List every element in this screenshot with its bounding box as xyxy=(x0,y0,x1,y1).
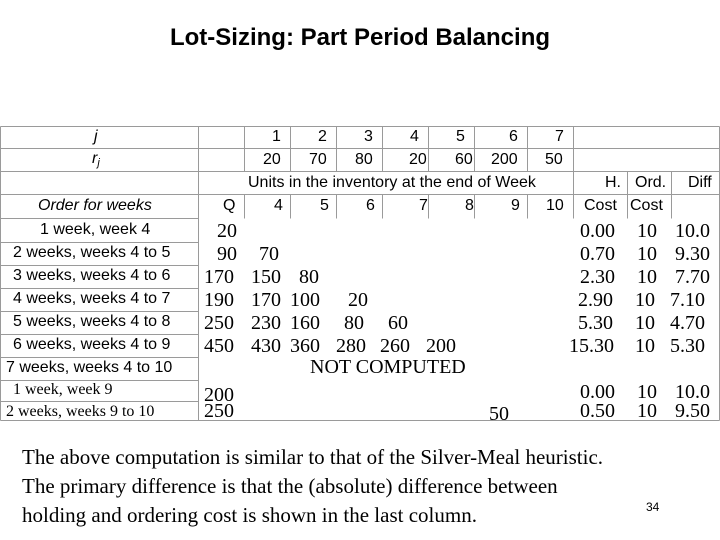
row-5-diff: 4.70 xyxy=(670,312,705,334)
diff-label: Diff xyxy=(688,174,712,191)
row-5-inv-wk6: 80 xyxy=(344,312,364,334)
row-5-label: 5 weeks, weeks 4 to 8 xyxy=(13,313,171,330)
demand-5: 60 xyxy=(455,151,473,168)
demand-3: 80 xyxy=(355,151,373,168)
demand-2: 70 xyxy=(309,151,327,168)
row-9-diff: 9.50 xyxy=(675,400,710,422)
period-7: 7 xyxy=(555,128,564,145)
row-8-label: 1 week, week 9 xyxy=(13,381,113,398)
row-1-ocost: 10 xyxy=(637,220,657,242)
week-7: 7 xyxy=(419,197,428,214)
h-cost-label: H. xyxy=(605,174,621,191)
not-computed-note: NOT COMPUTED xyxy=(310,356,466,378)
period-1: 1 xyxy=(272,128,281,145)
description-line: holding and ordering cost is shown in the last column. xyxy=(22,503,477,527)
row-6-ocost: 10 xyxy=(635,335,655,357)
row-2-diff: 9.30 xyxy=(675,243,710,265)
row-9-q: 250 xyxy=(204,400,234,422)
week-6: 6 xyxy=(366,197,375,214)
description-line: The primary difference is that the (absolute) difference between xyxy=(22,474,558,498)
row-4-inv-wk4: 170 xyxy=(251,289,281,311)
row-1-q: 20 xyxy=(217,220,237,242)
demand-7: 50 xyxy=(545,151,563,168)
row-4-diff: 7.10 xyxy=(670,289,705,311)
ord-cost-label: Ord. xyxy=(635,174,667,191)
row-1-diff: 10.0 xyxy=(675,220,710,242)
row-2-q: 90 xyxy=(217,243,237,265)
week-10: 10 xyxy=(546,197,564,214)
j-label: j xyxy=(94,128,98,145)
part-period-balancing-table xyxy=(0,126,720,425)
page-number: 34 xyxy=(646,500,660,514)
ordering-cost-label: Cost xyxy=(630,197,663,214)
row-6-q: 450 xyxy=(204,335,234,357)
week-9: 9 xyxy=(511,197,520,214)
week-5: 5 xyxy=(320,197,329,214)
row-9-label: 2 weeks, weeks 9 to 10 xyxy=(6,403,155,420)
row-4-inv-wk5: 100 xyxy=(290,289,320,311)
row-9-ocost: 10 xyxy=(637,400,657,422)
order-for-weeks-label: Order for weeks xyxy=(38,197,152,214)
row-1-label: 1 week, week 4 xyxy=(40,221,151,238)
row-8-ocost: 10 xyxy=(637,381,657,403)
row-9-hcost: 0.50 xyxy=(580,400,615,422)
week-8: 8 xyxy=(465,197,474,214)
row-5-inv-wk4: 230 xyxy=(251,312,281,334)
row-8-q: 200 xyxy=(204,384,234,406)
holding-cost-label: Cost xyxy=(584,197,617,214)
row-4-label: 4 weeks, weeks 4 to 7 xyxy=(13,290,171,307)
row-3-q: 170 xyxy=(204,266,234,288)
row-3-diff: 7.70 xyxy=(675,266,710,288)
row-4-q: 190 xyxy=(204,289,234,311)
row-2-hcost: 0.70 xyxy=(580,243,615,265)
period-6: 6 xyxy=(509,128,518,145)
description-text xyxy=(22,443,712,530)
period-2: 2 xyxy=(318,128,327,145)
row-3-inv-wk5: 80 xyxy=(299,266,319,288)
inventory-header: Units in the inventory at the end of Week xyxy=(248,174,536,191)
r-label: rj xyxy=(92,150,100,169)
row-6-inv-wk6: 280 xyxy=(336,335,366,357)
row-3-hcost: 2.30 xyxy=(580,266,615,288)
row-4-hcost: 2.90 xyxy=(578,289,613,311)
row-1-hcost: 0.00 xyxy=(580,220,615,242)
row-8-hcost: 0.00 xyxy=(580,381,615,403)
row-5-ocost: 10 xyxy=(635,312,655,334)
slide-title: Lot-Sizing: Part Period Balancing xyxy=(169,24,551,51)
row-2-ocost: 10 xyxy=(637,243,657,265)
demand-1: 20 xyxy=(263,151,281,168)
period-4: 4 xyxy=(410,128,419,145)
period-3: 3 xyxy=(364,128,373,145)
row-6-inv-wk4: 430 xyxy=(251,335,281,357)
row-2-inv-wk4: 70 xyxy=(259,243,279,265)
period-5: 5 xyxy=(456,128,465,145)
row-6-inv-wk7: 260 xyxy=(380,335,410,357)
week-4: 4 xyxy=(274,197,283,214)
row-3-ocost: 10 xyxy=(637,266,657,288)
demand-4: 20 xyxy=(409,151,427,168)
row-5-inv-wk5: 160 xyxy=(290,312,320,334)
row-3-inv-wk4: 150 xyxy=(251,266,281,288)
row-2-label: 2 weeks, weeks 4 to 5 xyxy=(13,244,171,261)
row-8-diff: 10.0 xyxy=(675,381,710,403)
row-5-q: 250 xyxy=(204,312,234,334)
demand-6: 200 xyxy=(491,151,518,168)
row-3-label: 3 weeks, weeks 4 to 6 xyxy=(13,267,171,284)
row-9-inv-wk10: 50 xyxy=(489,403,509,425)
row-6-inv-wk8: 200 xyxy=(426,335,456,357)
row-6-label: 6 weeks, weeks 4 to 9 xyxy=(13,336,171,353)
description-line: The above computation is similar to that of the Silver-Meal heuristic. xyxy=(22,445,604,469)
row-7-label: 7 weeks, weeks 4 to 10 xyxy=(6,359,173,376)
row-5-inv-wk7: 60 xyxy=(388,312,408,334)
row-5-hcost: 5.30 xyxy=(578,312,613,334)
row-6-inv-wk5: 360 xyxy=(290,335,320,357)
q-label: Q xyxy=(223,197,236,214)
row-4-ocost: 10 xyxy=(635,289,655,311)
row-6-diff: 5.30 xyxy=(670,335,705,357)
row-4-inv-wk6: 20 xyxy=(348,289,368,311)
row-6-hcost: 15.30 xyxy=(569,335,614,357)
